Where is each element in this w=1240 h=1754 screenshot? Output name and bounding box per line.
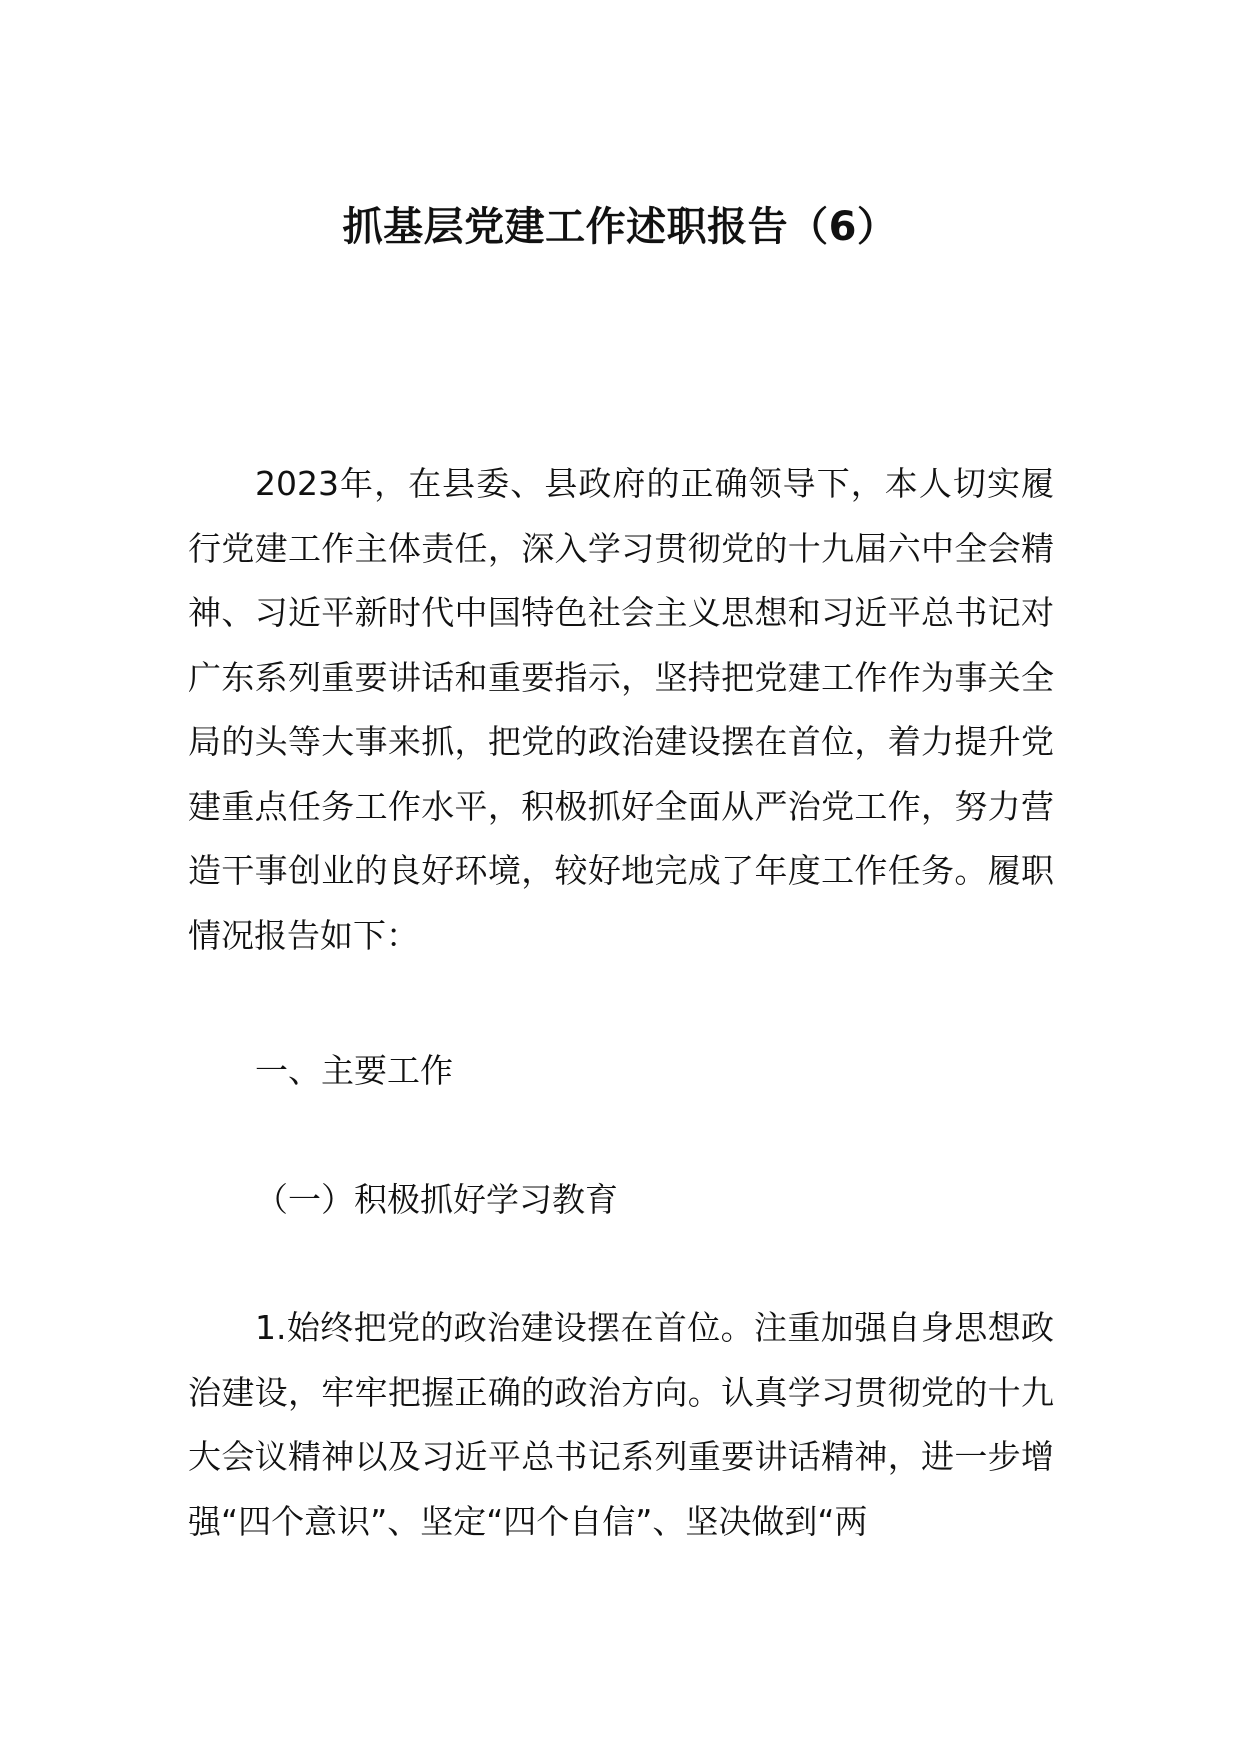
document-title: 抓基层党建工作述职报告（6）	[342, 204, 898, 250]
item-paragraph: 1.始终把党的政治建设摆在首位。注重加强自身思想政治建设，牢牢把握正确的政治方向。认真学习贯彻党的十九大会议精神以及习近平总书记系列重要讲话精神，进一步增强“四个意识”、坚定“四个自信”、坚决做到“两	[188, 1308, 1054, 1541]
section-heading: 一、主要工作	[255, 1051, 453, 1090]
subsection-heading: （一）积极抓好学习教育	[255, 1180, 618, 1219]
intro-paragraph: 2023年，在县委、县政府的正确领导下，本人切实履行党建工作主体责任，深入学习贯彻党的十九届六中全会精神、习近平新时代中国特色社会主义思想和习近平总书记对广东系列重要讲话和重要指示，坚持把党建工作作为事关全局的头等大事来抓，把党的政治建设摆在首位，着力提升党建重点任务工作水平，积极抓好全面从严治党工作，努力营造干事创业的良好环境，较好地完成了年度工作任务。履职情况报告如下：	[188, 464, 1054, 955]
